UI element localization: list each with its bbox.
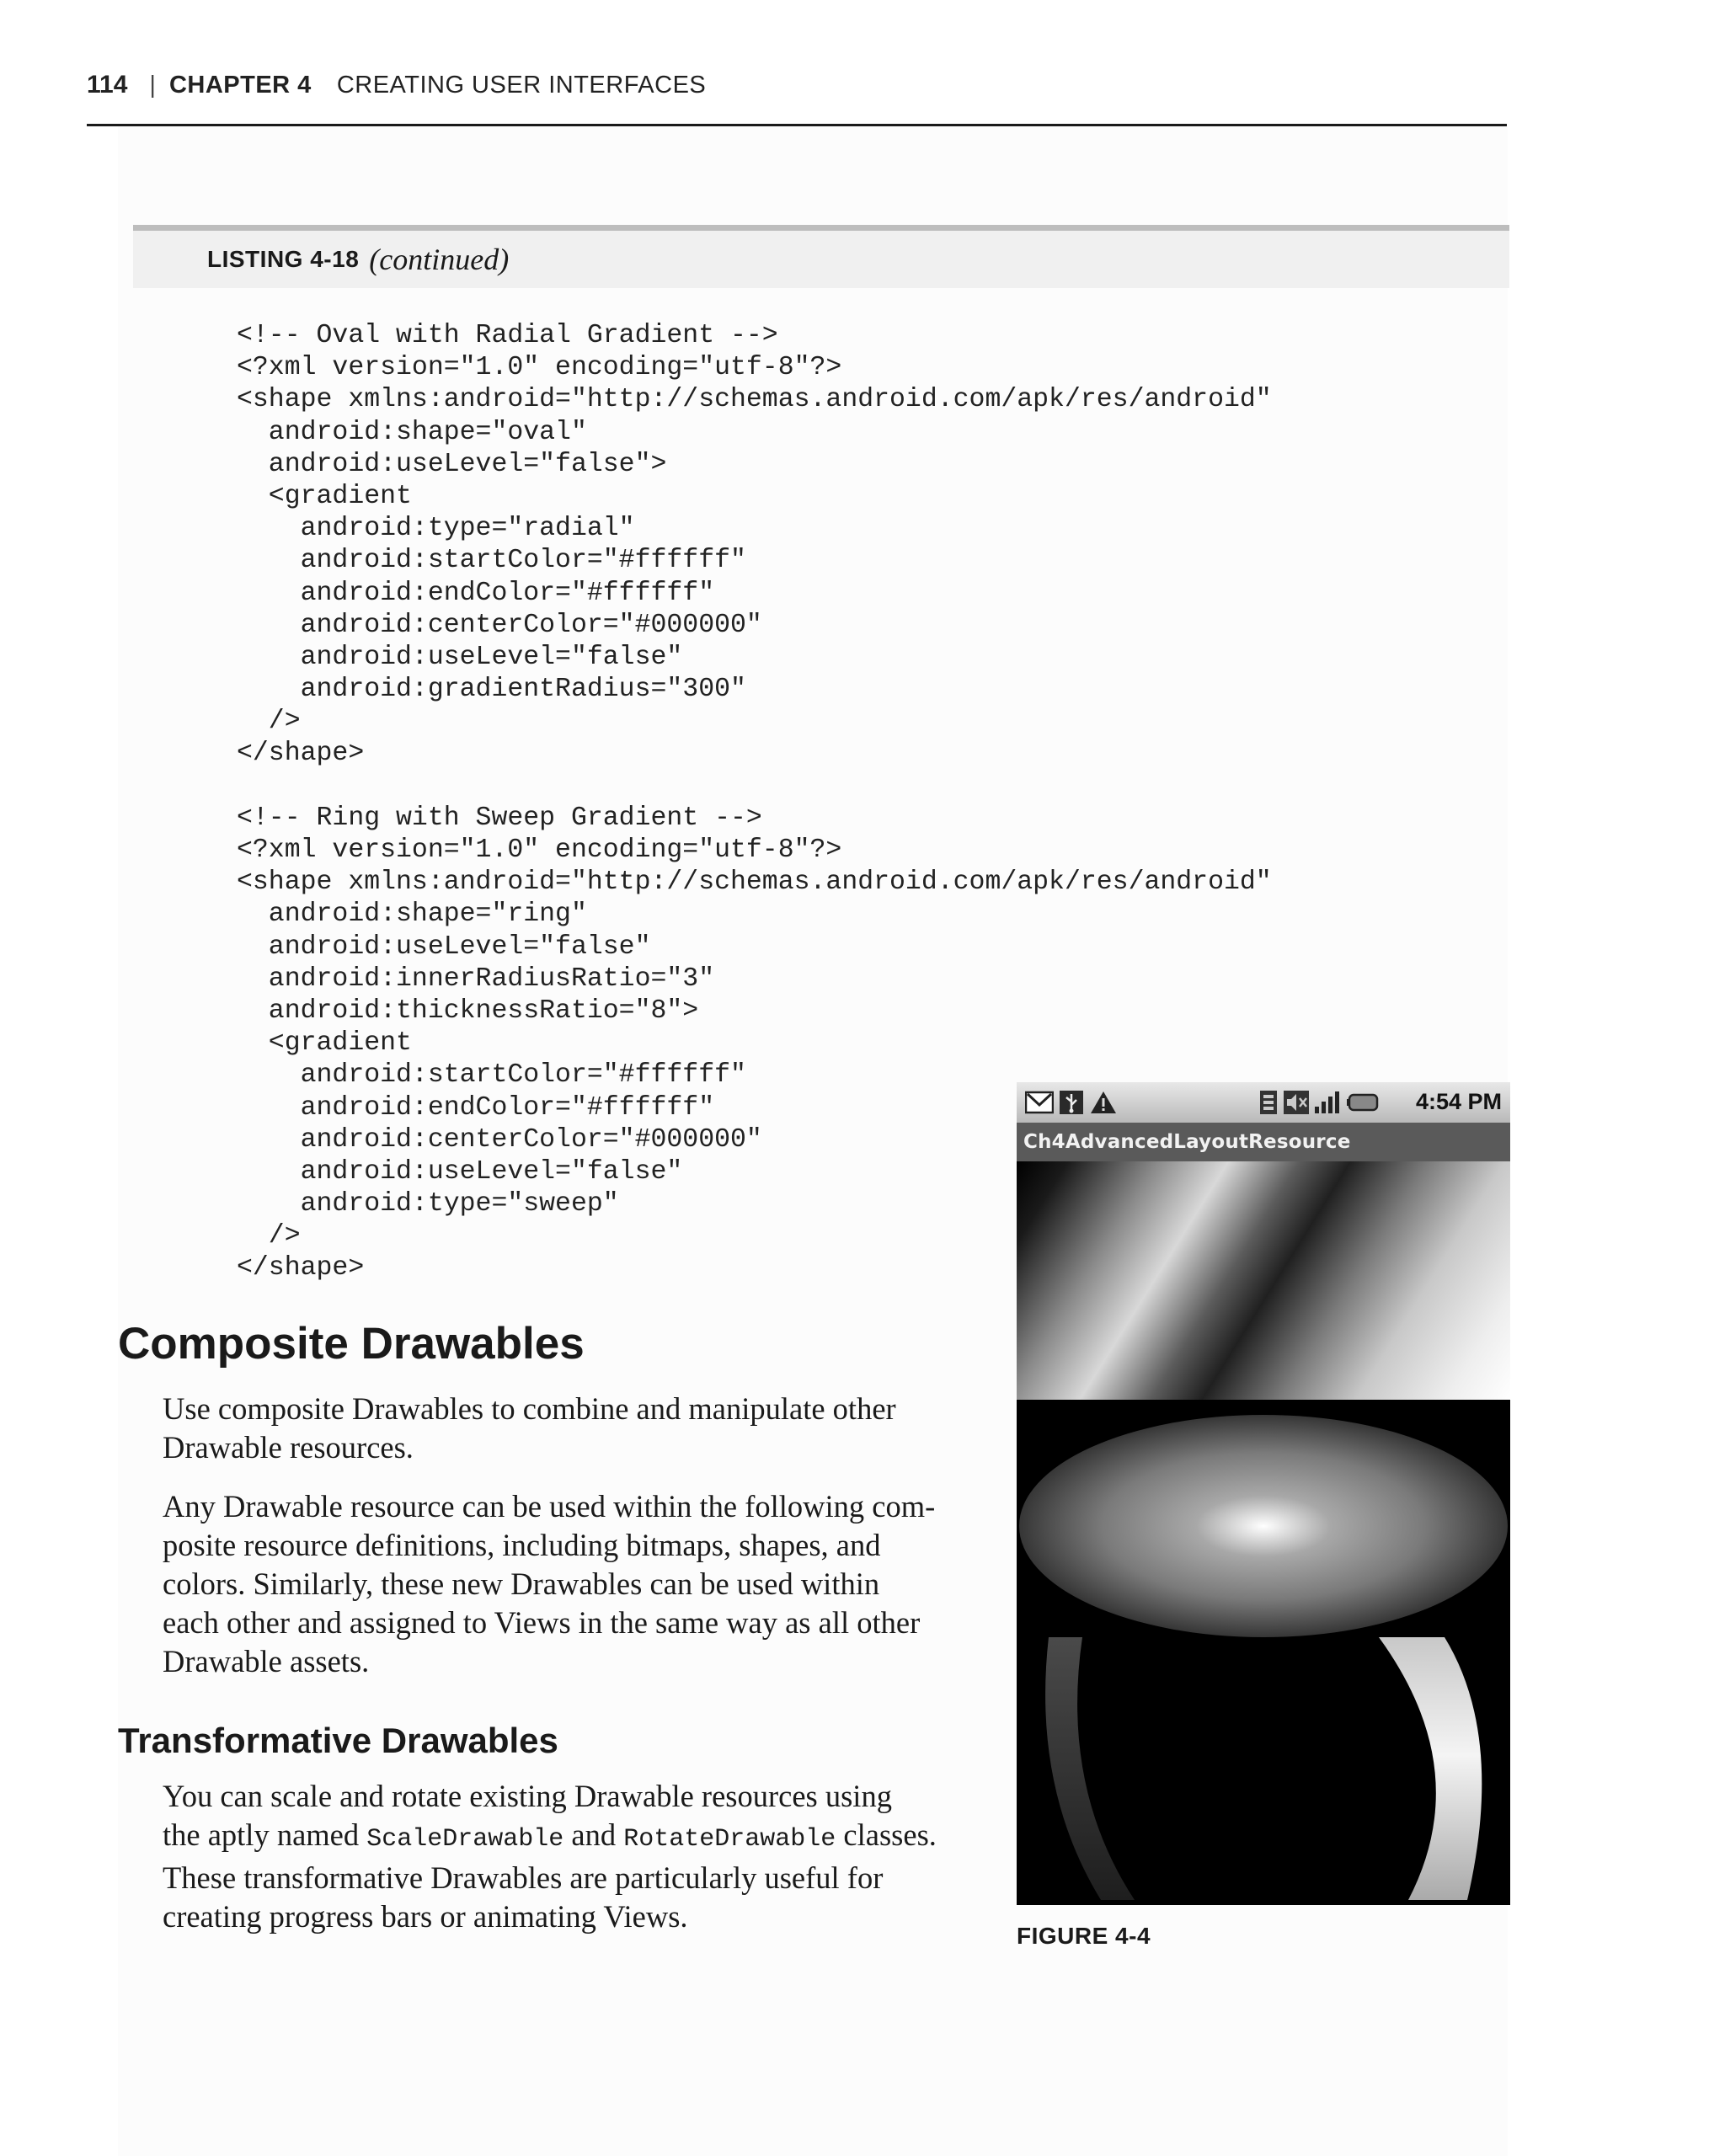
figure-screenshot (1017, 1082, 1510, 1905)
code-line: android:startColor="#ffffff" (237, 1060, 746, 1091)
paragraph-line: These transformative Drawables are particularly useful for (163, 1860, 884, 1895)
text-run: classes. (836, 1817, 937, 1852)
code-line: android:type="radial" (237, 514, 635, 544)
app-title-bar (1017, 1123, 1510, 1161)
code-line: <!-- Oval with Radial Gradient --> (237, 321, 778, 350)
paragraph-line: creating progress bars or animating Views. (163, 1899, 688, 1934)
paragraph (163, 1487, 1005, 1681)
battery-icon (1347, 1090, 1379, 1115)
signal-icon (1313, 1090, 1342, 1115)
paragraph-line: Any Drawable resource can be used within the following com- (163, 1489, 936, 1524)
code-line: <shape xmlns:android="http://schemas.android.com/apk/res/android" (237, 385, 1272, 415)
code-line: <!-- Ring with Sweep Gradient --> (237, 803, 762, 833)
app-title: Ch4AdvancedLayoutResource (1023, 1131, 1351, 1153)
subsection-heading: Transformative Drawables (118, 1721, 558, 1760)
status-time: 4:54 PM (1415, 1089, 1502, 1114)
code-line: android:useLevel="false" (237, 931, 651, 962)
listing-header (133, 225, 1509, 288)
section-heading: Composite Drawables (118, 1319, 585, 1369)
code-line: android:useLevel="false" (237, 1156, 683, 1187)
chapter-title: CREATING USER INTERFACES (336, 71, 707, 99)
header-rule (87, 124, 1507, 126)
text-run: and (563, 1817, 624, 1852)
figure-caption: FIGURE 4-4 (1017, 1923, 1151, 1949)
header-separator: | (149, 71, 156, 99)
paragraph-line (163, 1816, 1005, 1859)
listing-note: (continued) (369, 243, 510, 276)
paragraph-line: colors. Similarly, these new Drawables can be used within (163, 1566, 880, 1601)
code-line: android:type="sweep" (237, 1189, 619, 1219)
paragraph-line: Use composite Drawables to combine and manipulate other (163, 1391, 896, 1426)
code-line: android:endColor="#ffffff" (237, 1092, 715, 1123)
code-line: android:useLevel="false"> (237, 449, 667, 479)
warning-icon (1089, 1090, 1118, 1115)
code-line: android:centerColor="#000000" (237, 610, 762, 640)
class-name-scale: ScaleDrawable (366, 1825, 564, 1854)
code-line: <shape xmlns:android="http://schemas.android.com/apk/res/android" (237, 867, 1272, 898)
code-line: <gradient (237, 481, 412, 511)
gmail-icon (1025, 1090, 1054, 1115)
code-line: <gradient (237, 1028, 412, 1059)
code-line: <?xml version="1.0" encoding="utf-8"?> (237, 353, 842, 383)
code-line: /> (237, 707, 301, 737)
code-line: <?xml version="1.0" encoding="utf-8"?> (237, 835, 842, 865)
text-run: the aptly named (163, 1817, 367, 1852)
usb-icon (1059, 1090, 1084, 1115)
gradient-drawables (1017, 1400, 1510, 1905)
code-line: /> (237, 1221, 301, 1251)
paragraph-line: each other and assigned to Views in the same way as all other (163, 1605, 921, 1640)
code-line: android:gradientRadius="300" (237, 675, 746, 705)
page-number: 114 (87, 71, 128, 99)
paragraph (163, 1777, 1005, 1936)
mute-icon (1283, 1090, 1310, 1115)
paragraph-line: Drawable resources. (163, 1430, 414, 1465)
class-name-rotate: RotateDrawable (623, 1825, 836, 1854)
chapter-label: CHAPTER 4 (168, 71, 312, 99)
code-line: android:innerRadiusRatio="3" (237, 963, 715, 994)
paragraph-line: posite resource definitions, including bitmaps, shapes, and (163, 1528, 881, 1562)
code-line: android:startColor="#ffffff" (237, 546, 746, 576)
code-line: android:shape="oval" (237, 417, 587, 447)
linear-gradient-panel (1017, 1161, 1510, 1400)
paragraph-line: Drawable assets. (163, 1644, 370, 1678)
sim-icon (1259, 1090, 1278, 1115)
code-line: android:thicknessRatio="8"> (237, 995, 699, 1026)
code-line: android:endColor="#ffffff" (237, 578, 715, 608)
code-line: android:useLevel="false" (237, 642, 683, 672)
paragraph (163, 1390, 1005, 1467)
code-line: </shape> (237, 1253, 365, 1283)
code-line: android:centerColor="#000000" (237, 1124, 762, 1155)
radial-gradient-oval (1019, 1415, 1508, 1637)
running-head (87, 66, 706, 104)
code-line (237, 771, 1272, 803)
listing-label: LISTING 4-18 (207, 246, 360, 272)
status-bar (1017, 1082, 1510, 1123)
code-line: android:shape="ring" (237, 899, 587, 930)
code-line: </shape> (237, 739, 365, 769)
paragraph-line: You can scale and rotate existing Drawable resources using (163, 1779, 892, 1813)
